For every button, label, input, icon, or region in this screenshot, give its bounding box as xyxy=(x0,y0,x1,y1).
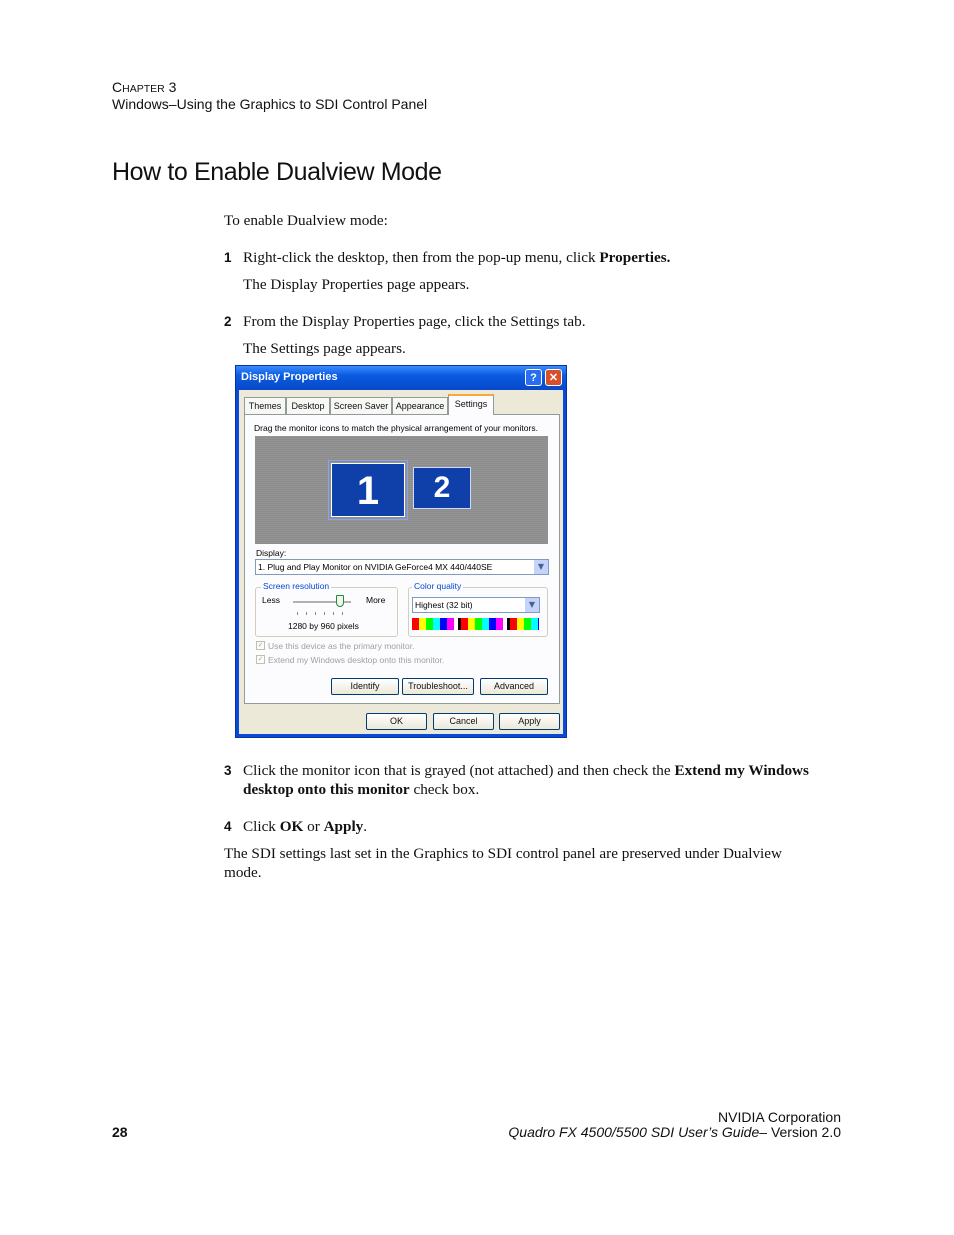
step-number: 4 xyxy=(224,819,232,834)
color-spectrum-bar xyxy=(412,618,539,630)
step-number: 1 xyxy=(224,250,232,265)
close-icon[interactable]: ✕ xyxy=(545,369,562,386)
step-4 xyxy=(224,817,824,836)
extend-desktop-checkbox[interactable]: ✓ xyxy=(257,655,264,663)
step-1 xyxy=(224,248,824,267)
step-text: Click the monitor icon that is grayed (not attached) and then check the xyxy=(243,762,675,779)
apply-button[interactable]: Apply xyxy=(499,713,560,730)
extend-desktop-label: Extend my Windows desktop onto this monitor. xyxy=(268,655,445,665)
chapter-cap: C xyxy=(112,79,123,95)
doc-title: Quadro FX 4500/5500 SDI User’s Guide xyxy=(508,1124,760,1140)
color-quality-value: Highest (32 bit) xyxy=(415,600,473,610)
slider-ticks xyxy=(297,612,351,615)
doc-version: – Version 2.0 xyxy=(759,1124,841,1140)
step-bold-ok: OK xyxy=(279,818,304,835)
step-number: 2 xyxy=(224,314,232,329)
resolution-label: Screen resolution xyxy=(263,581,330,591)
display-select-value: 1. Plug and Play Monitor on NVIDIA GeForce4 MX 440/440SE xyxy=(258,562,493,572)
more-label: More xyxy=(366,595,386,605)
dialog-titlebar xyxy=(236,366,566,390)
monitor-arrangement-area xyxy=(255,436,548,544)
step-2-result: The Settings page appears. xyxy=(243,340,406,357)
step-text: From the Display Properties page, click the Settings tab. xyxy=(243,313,586,330)
intro-text: To enable Dualview mode: xyxy=(224,212,388,229)
color-quality-select[interactable] xyxy=(412,597,540,613)
identify-button[interactable]: Identify xyxy=(331,678,399,695)
dialog-title: Display Properties xyxy=(241,371,338,383)
chapter-header xyxy=(112,80,427,112)
less-label: Less xyxy=(262,595,280,605)
tab-appearance[interactable]: Appearance xyxy=(392,397,448,414)
closing-paragraph: The SDI settings last set in the Graphics to SDI control panel are preserved under Dualview mode. xyxy=(224,845,782,881)
settings-panel xyxy=(244,414,560,704)
step-bold-apply: Apply xyxy=(323,818,364,835)
chevron-down-icon[interactable]: ▼ xyxy=(534,560,548,574)
step-2 xyxy=(224,312,824,331)
step-text-mid: or xyxy=(303,818,324,835)
chevron-down-icon[interactable]: ▼ xyxy=(525,598,539,612)
instruction-text: Drag the monitor icons to match the physical arrangement of your monitors. xyxy=(254,423,538,433)
footer-doc-title xyxy=(508,1124,841,1140)
chapter-subtitle: Windows–Using the Graphics to SDI Control Panel xyxy=(112,96,428,112)
step-text: Click xyxy=(243,818,280,835)
troubleshoot-button[interactable]: Troubleshoot... xyxy=(402,678,474,695)
primary-monitor-label: Use this device as the primary monitor. xyxy=(268,641,415,651)
primary-monitor-checkbox[interactable]: ✓ xyxy=(257,641,264,649)
step-text: Right-click the desktop, then from the pop-up menu, click xyxy=(243,249,600,266)
monitor-1-icon[interactable]: 1 xyxy=(331,463,405,517)
ok-button[interactable]: OK xyxy=(366,713,427,730)
help-icon[interactable]: ? xyxy=(525,369,542,386)
footer-company: NVIDIA Corporation xyxy=(718,1109,841,1125)
resolution-value: 1280 by 960 pixels xyxy=(288,621,359,631)
tab-themes[interactable]: Themes xyxy=(244,397,286,414)
step-text-end: . xyxy=(363,818,368,835)
step-1-result: The Display Properties page appears. xyxy=(243,276,470,293)
display-label: Display: xyxy=(256,548,287,558)
advanced-button[interactable]: Advanced xyxy=(480,678,548,695)
tab-settings[interactable]: Settings xyxy=(448,394,494,415)
chapter-number: 3 xyxy=(168,79,177,95)
cancel-button[interactable]: Cancel xyxy=(433,713,494,730)
step-text-end: check box. xyxy=(409,781,480,798)
step-number: 3 xyxy=(224,763,232,778)
step-3 xyxy=(224,761,824,799)
display-properties-dialog xyxy=(235,365,567,738)
section-title: How to Enable Dualview Mode xyxy=(112,158,442,186)
display-select[interactable] xyxy=(255,559,549,575)
resolution-slider-thumb[interactable] xyxy=(336,595,344,607)
tab-screen-saver[interactable]: Screen Saver xyxy=(330,397,392,414)
page-number: 28 xyxy=(112,1124,128,1140)
step-bold: Properties. xyxy=(599,249,671,266)
chapter-word: HAPTER xyxy=(122,83,165,95)
monitor-2-icon[interactable]: 2 xyxy=(413,467,471,509)
color-quality-label: Color quality xyxy=(414,581,462,591)
step-bold: Extend my Windows desktop onto this monitor xyxy=(243,762,809,798)
dialog-body xyxy=(239,390,563,734)
tab-desktop[interactable]: Desktop xyxy=(286,397,330,414)
